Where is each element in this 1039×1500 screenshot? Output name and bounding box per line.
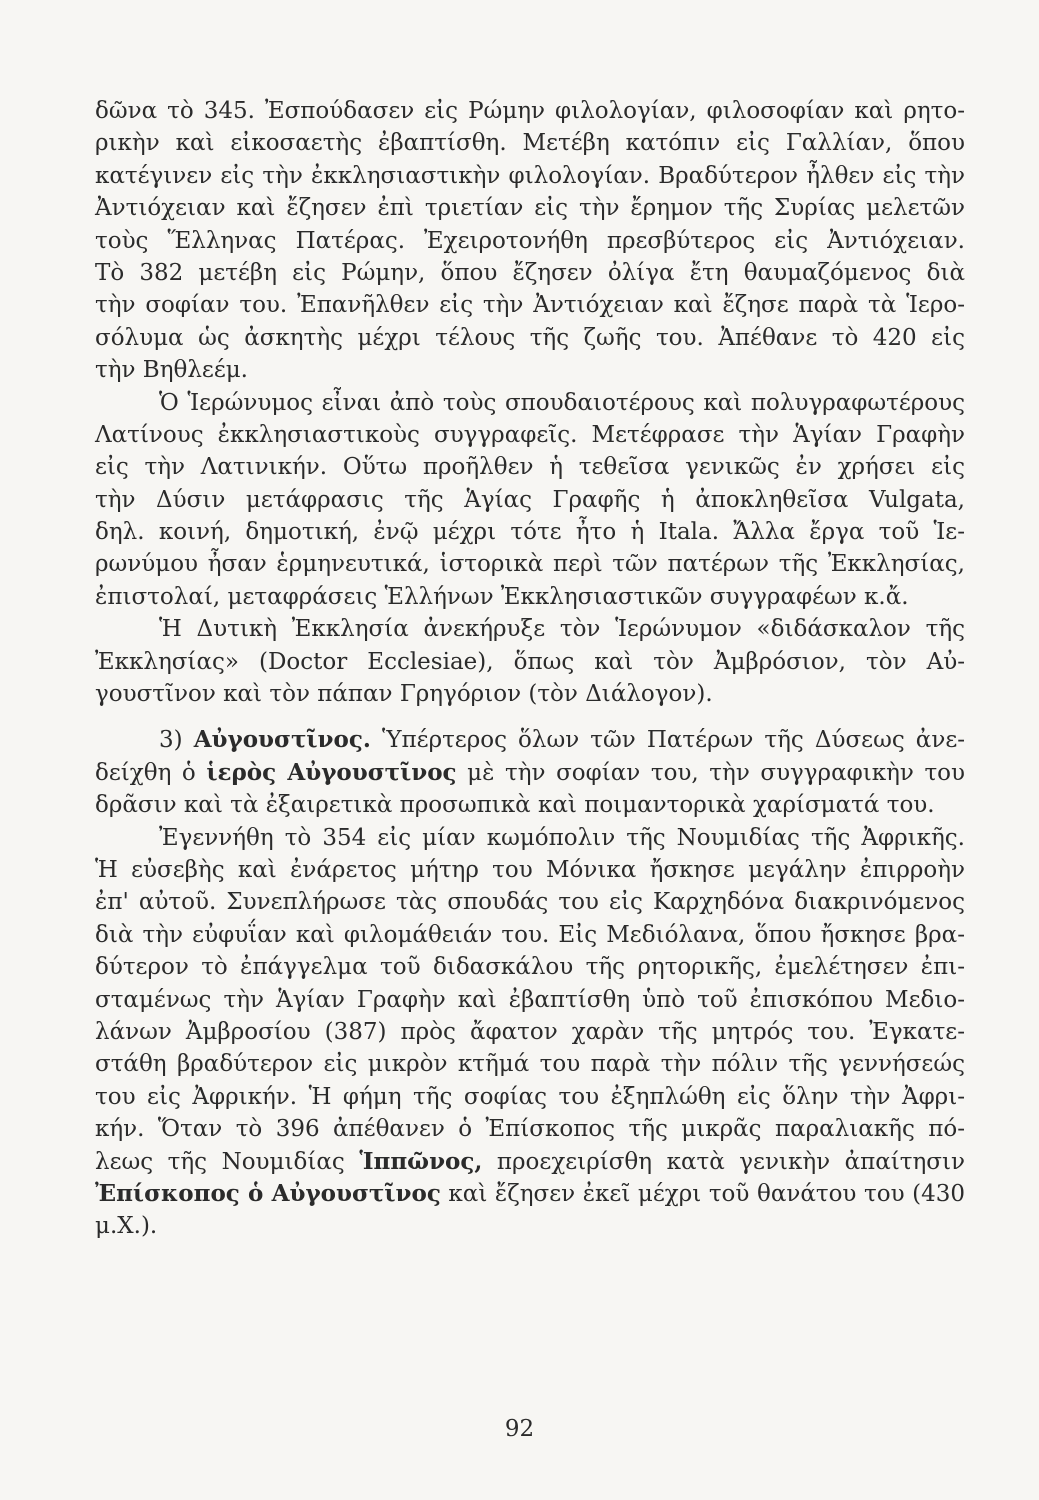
paragraph-doctor-ecclesiae — [95, 613, 965, 710]
text-line: δύτερον τὸ ἐπάγγελμα τοῦ διδασκάλου τῆς ρητορικῆς, ἐμελέτησεν ἐπι- — [95, 954, 965, 981]
text-line: δρᾶσιν καὶ τὰ ἐξαιρετικὰ προσωπικὰ καὶ ποιμαντορικὰ χαρίσματά του. — [95, 792, 935, 819]
text-line: τὴν σοφίαν του. Ἐπανῆλθεν εἰς τὴν Ἀντιόχειαν καὶ ἔζησε παρὰ τὰ Ἱερο- — [95, 292, 965, 319]
text-span: Ὑπέρτερος ὅλων τῶν Πατέρων τῆς Δύσεως ἀνε- — [381, 727, 966, 754]
text-line — [95, 1146, 965, 1178]
text-line: δηλ. κοινή, δημοτική, ἐνῷ μέχρι τότε ἦτο ἡ Itala. Ἄλλα ἔργα τοῦ Ἱε- — [95, 519, 965, 546]
text-span: προεχειρίσθη κατὰ γενικὴν ἀπαίτησιν — [496, 1148, 966, 1175]
body-text — [95, 95, 965, 1243]
text-line: Ἀντιόχειαν καὶ ἔζησεν ἐπὶ τριετίαν εἰς τὴν ἔρημον τῆς Συρίας μελετῶν — [95, 195, 965, 222]
text-line: ρωνύμου ἦσαν ἑρμηνευτικά, ἱστορικὰ περὶ τῶν πατέρων τῆς Ἐκκλησίας, — [95, 551, 965, 578]
text-line: Ἐκκλησίας» (Doctor Ecclesiae), ὅπως καὶ τὸν Ἀμβρόσιον, τὸν Αὐ- — [95, 648, 965, 675]
text-span: λεως τῆς Νουμιδίας — [95, 1148, 345, 1175]
text-line: ἐπ' αὐτοῦ. Συνεπλήρωσε τὰς σπουδάς του εἰς Καρχηδόνα διακρινόμενος — [95, 889, 965, 916]
text-line: σόλυμα ὡς ἀσκητὴς μέχρι τέλους τῆς ζωῆς του. Ἀπέθανε τὸ 420 εἰς — [95, 324, 965, 351]
section-number: 3) — [159, 727, 183, 754]
text-line: στάθη βραδύτερον εἰς μικρὸν κτῆμά του παρὰ τὴν πόλιν τῆς γεννήσεώς — [95, 1051, 965, 1078]
text-line: Ὁ Ἱερώνυμος εἶναι ἀπὸ τοὺς σπουδαιοτέρους καὶ πολυγραφωτέρους — [159, 389, 965, 416]
text-line: κατέγινεν εἰς τὴν ἐκκλησιαστικὴν φιλολογίαν. Βραδύτερον ἦλθεν εἰς τὴν — [95, 162, 965, 189]
text-line: ρικὴν καὶ εἰκοσαετὴς ἐβαπτίσθη. Μετέβη κατόπιν εἰς Γαλλίαν, ὅπου — [95, 130, 965, 157]
text-span: μὲ τὴν σοφίαν του, τὴν συγγραφικὴν του — [467, 759, 966, 786]
text-line — [95, 1178, 965, 1210]
bold-text-span: Ἐπίσκοπος ὁ Αὐγουστῖνος — [95, 1179, 441, 1207]
text-line — [95, 757, 965, 789]
text-span: δείχθη ὁ — [95, 759, 196, 786]
text-line: Λατίνους ἐκκλησιαστικοὺς συγγραφεῖς. Μετέφρασε τὴν Ἁγίαν Γραφὴν — [95, 421, 965, 448]
text-line: Τὸ 382 μετέβη εἰς Ρώμην, ὅπου ἔζησεν ὀλίγα ἔτη θαυμαζόμενος διὰ — [95, 259, 965, 286]
text-line: δῶνα τὸ 345. Ἐσπούδασεν εἰς Ρώμην φιλολογίαν, φιλοσοφίαν καὶ ρητο- — [95, 98, 965, 124]
text-line: του εἰς Ἀφρικήν. Ἡ φήμη τῆς σοφίας του ἐξηπλώθη εἰς ὅλην τὴν Ἀφρι- — [95, 1083, 965, 1110]
text-line: Ἡ εὐσεβὴς καὶ ἐνάρετος μήτηρ του Μόνικα ἤσκησε μεγάλην ἐπιρροὴν — [95, 856, 965, 883]
text-line: Ἐγεννήθη τὸ 354 εἰς μίαν κωμόπολιν τῆς Νουμιδίας τῆς Ἀφρικῆς. — [159, 824, 965, 851]
text-line: μ.Χ.). — [95, 1213, 158, 1240]
text-line: γουστῖνον καὶ τὸν πάπαν Γρηγόριον (τὸν Διάλογον). — [95, 681, 713, 708]
bold-text-span: Ἱππῶνος, — [359, 1147, 483, 1175]
paragraph-augustine-life — [95, 822, 965, 1243]
text-line: Ἡ Δυτικὴ Ἐκκλησία ἀνεκήρυξε τὸν Ἱερώνυμον «διδάσκαλον τῆς — [159, 616, 965, 643]
page-number: 92 — [504, 1416, 535, 1442]
section-heading: Αὐγουστῖνος. — [193, 726, 371, 754]
text-line: τοὺς Ἕλληνας Πατέρας. Ἐχειροτονήθη πρεσβύτερος εἰς Ἀντιόχειαν. — [95, 227, 965, 254]
bold-text-span: ἱερὸς Αὐγουστῖνος — [206, 758, 457, 786]
text-line: κήν. Ὅταν τὸ 396 ἀπέθανεν ὁ Ἐπίσκοπος τῆς μικρᾶς παραλιακῆς πό- — [95, 1116, 965, 1143]
paragraph-jerome-works — [95, 387, 965, 614]
text-line: εἰς τὴν Λατινικήν. Οὕτω προῆλθεν ἡ τεθεῖσα γενικῶς ἐν χρήσει εἰς — [95, 454, 965, 481]
section-augustine-intro — [95, 724, 965, 821]
text-line: διὰ τὴν εὐφυΐαν καὶ φιλομάθειάν του. Εἰς Μεδιόλανα, ὅπου ἤσκησε βρα- — [95, 921, 965, 948]
text-line: σταμένως τὴν Ἁγίαν Γραφὴν καὶ ἐβαπτίσθη ὑπὸ τοῦ ἐπισκόπου Μεδιο- — [95, 986, 965, 1013]
text-line: ἐπιστολαί, μεταφράσεις Ἑλλήνων Ἐκκλησιαστικῶν συγγραφέων κ.ἄ. — [95, 583, 909, 610]
text-line: τὴν Δύσιν μετάφρασις τῆς Ἁγίας Γραφῆς ἡ ἀποκληθεῖσα Vulgata, — [95, 486, 965, 513]
text-span: καὶ ἔζησεν ἐκεῖ μέχρι τοῦ θανάτου του (430 — [448, 1180, 965, 1207]
text-line — [95, 724, 965, 756]
text-line: λάνων Ἀμβροσίου (387) πρὸς ἄφατον χαρὰν τῆς μητρός του. Ἐγκατε- — [95, 1018, 965, 1045]
text-line: τὴν Βηθλεέμ. — [95, 357, 248, 384]
paragraph-jerome-bio — [95, 95, 965, 387]
